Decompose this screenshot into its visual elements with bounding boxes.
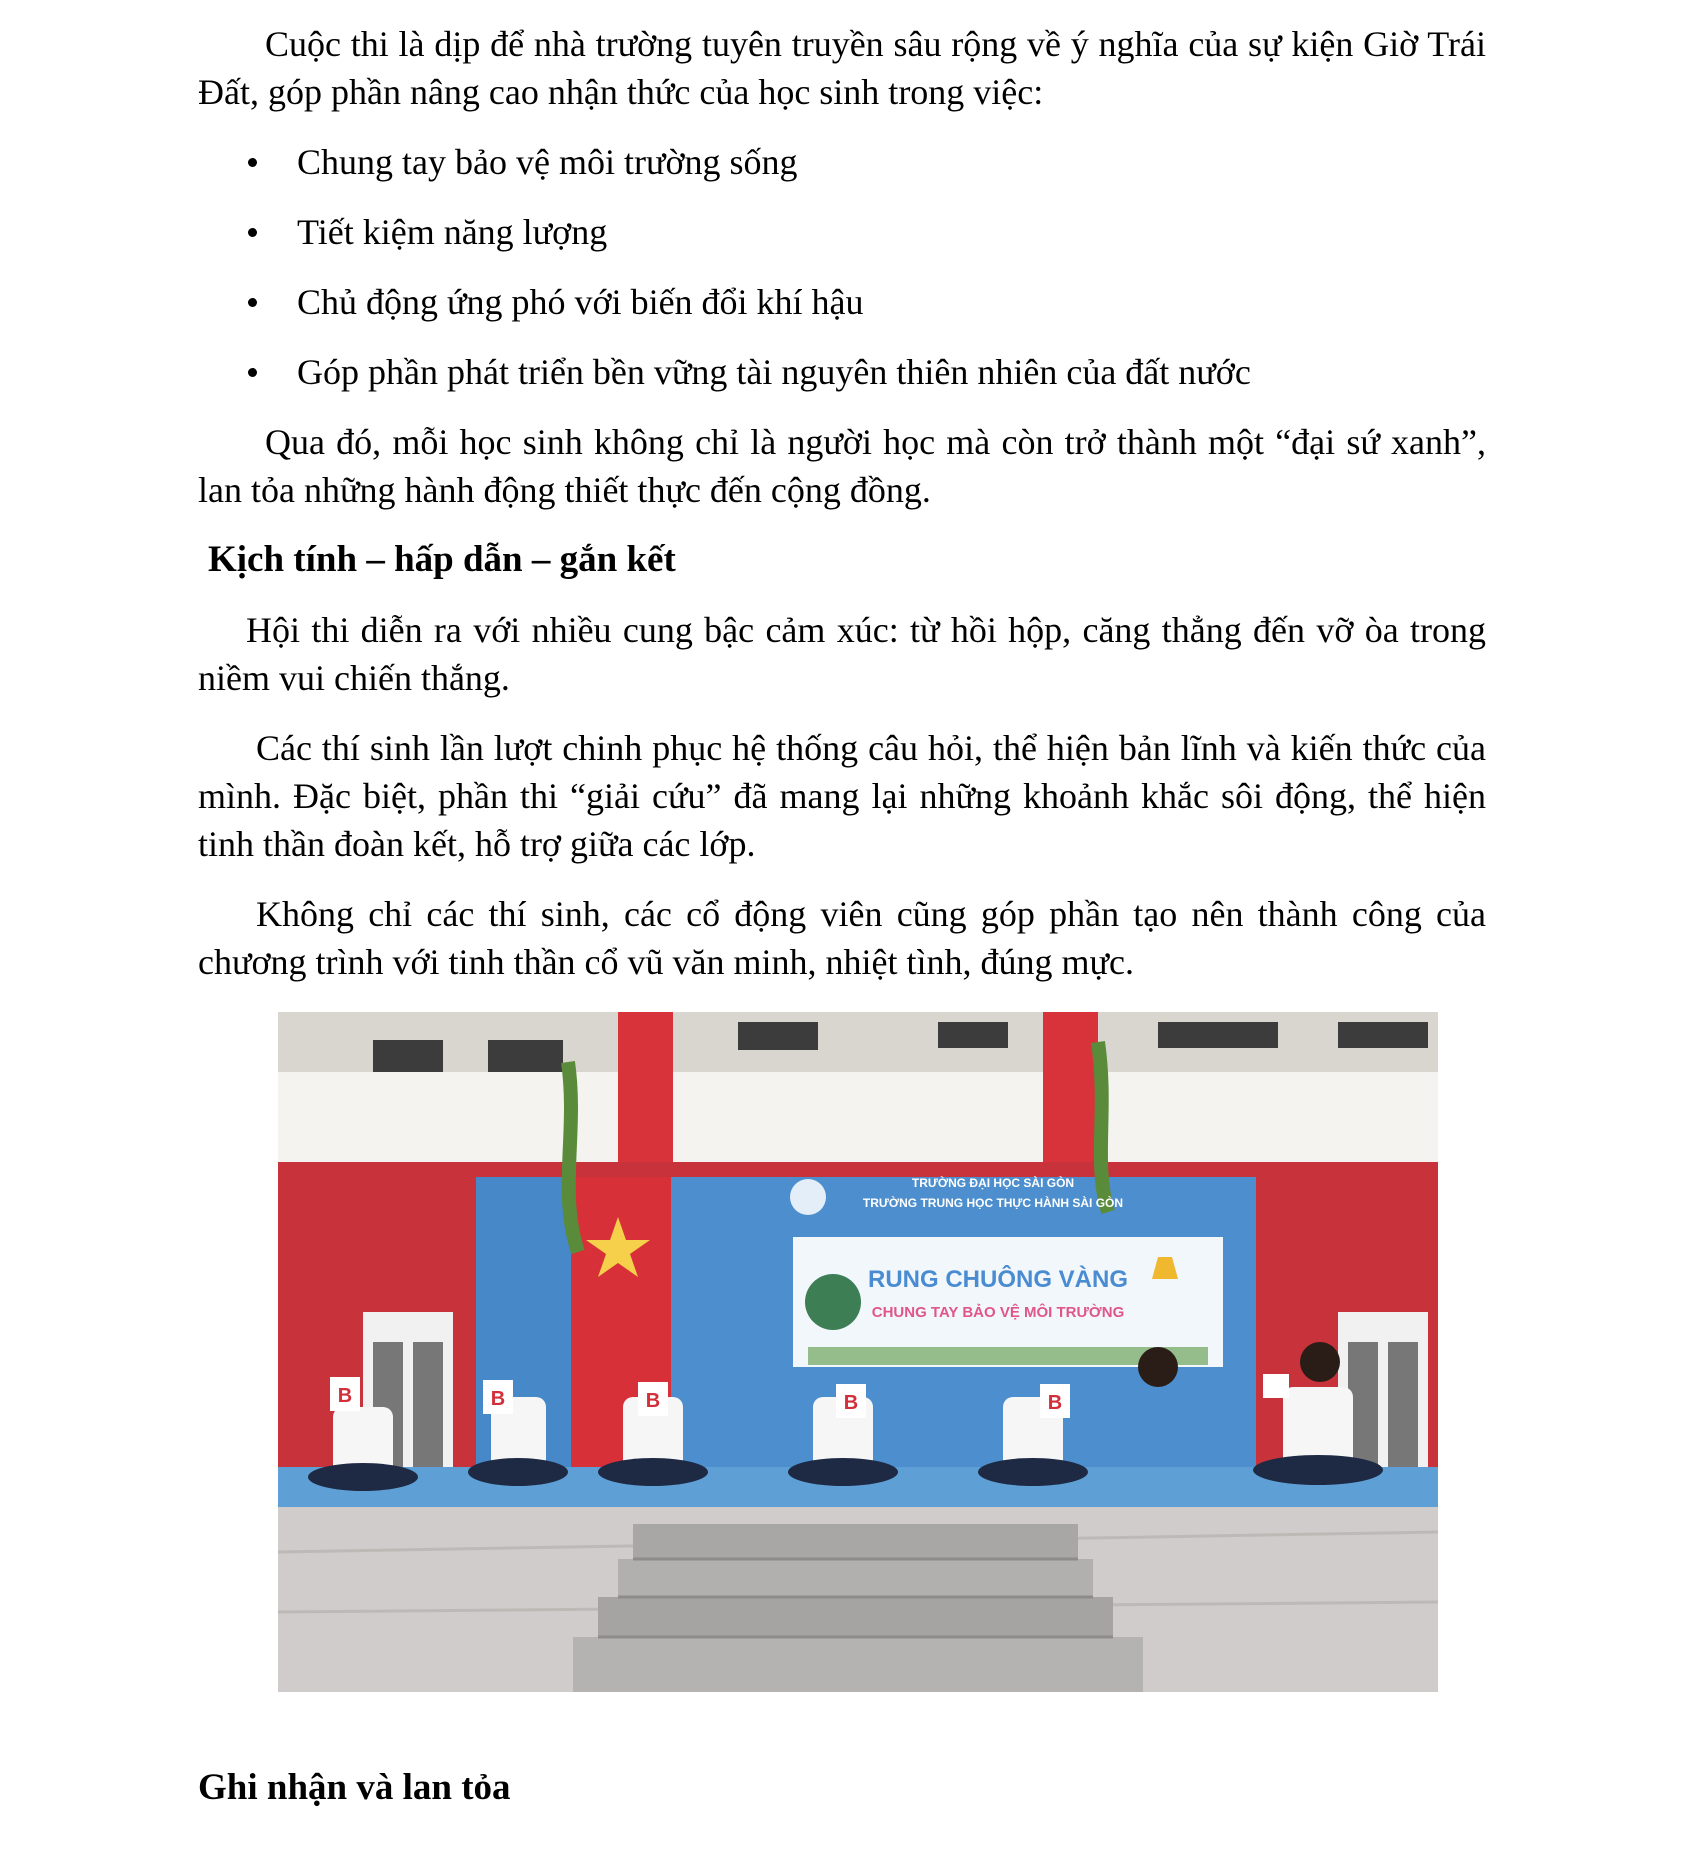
intro-paragraph: Cuộc thi là dịp để nhà trường tuyên truyền sâu rộng về ý nghĩa của sự kiện Giờ Trái Đất, góp phần nâng cao nhận thức của học sinh trong việc: — [198, 24, 1486, 112]
event-photo — [278, 1012, 1438, 1692]
answer-card-letter: B — [1047, 1392, 1063, 1414]
section-heading: Ghi nhận và lan tỏa — [198, 1767, 511, 1808]
bullet-icon — [248, 228, 257, 237]
list-item-text: Tiết kiệm năng lượng — [297, 212, 608, 252]
sign-title: RUNG CHUÔNG VÀNG — [867, 1266, 1129, 1293]
bullet-icon — [248, 298, 257, 307]
answer-card-letter: B — [337, 1385, 353, 1407]
bullet-icon — [248, 158, 257, 167]
after-bullets-paragraph: Qua đó, mỗi học sinh không chỉ là người học mà còn trở thành một “đại sứ xanh”, lan tỏa những hành động thiết thực đến cộng đồng. — [198, 422, 1486, 510]
sign-subtitle: CHUNG TAY BẢO VỆ MÔI TRƯỜNG — [871, 1304, 1125, 1321]
list-item-text: Chủ động ứng phó với biến đổi khí hậu — [297, 282, 864, 322]
paragraph: Không chỉ các thí sinh, các cổ động viên cũng góp phần tạo nên thành công của chương trình với tinh thần cổ vũ văn minh, nhiệt tình, đúng mực. — [198, 894, 1486, 982]
section-heading: Kịch tính – hấp dẫn – gắn kết — [208, 539, 676, 580]
answer-card-letter: B — [843, 1392, 859, 1414]
banner-line-2: TRƯỜNG TRUNG HỌC THỰC HÀNH SÀI GÒN — [862, 1196, 1124, 1210]
banner-line-1: TRƯỜNG ĐẠI HỌC SÀI GÒN — [911, 1176, 1075, 1190]
list-item-text: Chung tay bảo vệ môi trường sống — [297, 142, 798, 182]
paragraph: Hội thi diễn ra với nhiều cung bậc cảm xúc: từ hồi hộp, căng thẳng đến vỡ òa trong niềm vui chiến thắng. — [198, 610, 1486, 698]
answer-card-letter: B — [645, 1390, 661, 1412]
paragraph: Các thí sinh lần lượt chinh phục hệ thống câu hỏi, thể hiện bản lĩnh và kiến thức của mình. Đặc biệt, phần thi “giải cứu” đã mang lại những khoảnh khắc sôi động, thể hiện tinh thần đoàn kết, hỗ trợ giữa các lớp. — [198, 728, 1486, 864]
bullet-icon — [248, 368, 257, 377]
list-item-text: Góp phần phát triển bền vững tài nguyên thiên nhiên của đất nước — [297, 352, 1251, 392]
answer-card-letter: B — [490, 1388, 506, 1410]
